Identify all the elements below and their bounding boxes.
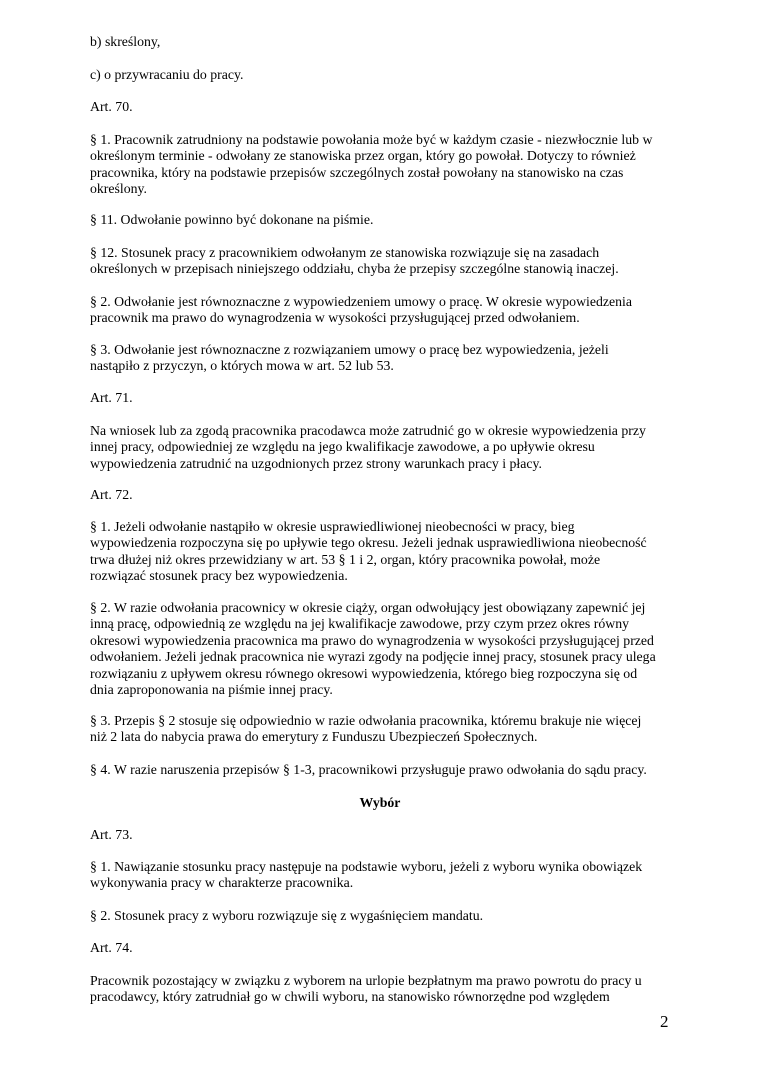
- art73-par2: [90, 908, 680, 924]
- text-line: rozwiązać stosunek pracy bez wypowiedzenia.: [90, 568, 348, 584]
- text-line: § 2. Stosunek pracy z wyboru rozwiązuje się z wygaśnięciem mandatu.: [90, 908, 484, 923]
- art72-par1: [90, 519, 680, 585]
- text-line: określonym terminie - odwołany ze stanowiska przez organ, który go powołał. Dotyczy to również: [90, 148, 636, 164]
- art73-par1: [90, 859, 680, 892]
- article-74-heading: [90, 940, 680, 956]
- article-70-heading: [90, 99, 680, 115]
- text-line: § 1. Nawiązanie stosunku pracy następuje na podstawie wyboru, jeżeli z wyboru wynika obowiązek: [90, 859, 643, 874]
- text-line: pracownika, który na podstawie przepisów szczególnych został powołany na stanowisko na czas: [90, 164, 624, 180]
- text-line: § 1. Pracownik zatrudniony na podstawie powołania może być w każdym czasie - niezwłocznie lub w: [90, 132, 653, 147]
- article-72-heading: [90, 487, 680, 503]
- art70-par3: [90, 342, 680, 375]
- text-line: określony.: [90, 181, 147, 197]
- article-73-heading: [90, 827, 680, 843]
- text-line: Art. 72.: [90, 487, 133, 502]
- text-line: § 1. Jeżeli odwołanie nastąpiło w okresie usprawiedliwionej nieobecności w pracy, bieg: [90, 519, 575, 534]
- text-line: b) skreślony,: [90, 34, 161, 49]
- art70-par2: [90, 294, 680, 327]
- text-line: określonych w przepisach niniejszego oddziału, chyba że przepisy szczególne stanowią inaczej.: [90, 261, 619, 277]
- text-line: pracownik ma prawo do wynagrodzenia w wysokości przysługującej przed odwołaniem.: [90, 310, 580, 326]
- text-line: rozwiązaniu z upływem okresu równego okresowi wypowiedzenia, którego bieg rozpoczyna się od: [90, 665, 638, 681]
- art72-par3: [90, 713, 680, 746]
- art70-par1: [90, 132, 680, 198]
- art72-par4: [90, 762, 680, 778]
- art70-par12: [90, 245, 680, 278]
- text-line: Art. 73.: [90, 827, 133, 842]
- text-line: Art. 74.: [90, 940, 133, 955]
- text-line: § 4. W razie naruszenia przepisów § 1-3, pracownikowi przysługuje prawo odwołania do sądu pracy.: [90, 762, 647, 777]
- text-line: § 11. Odwołanie powinno być dokonane na piśmie.: [90, 212, 374, 227]
- article-71-heading: [90, 390, 680, 406]
- text-line: wykonywania pracy w charakterze pracownika.: [90, 875, 354, 891]
- text-line: pracodawcy, który zatrudniał go w chwili wyboru, na stanowisko równorzędne pod względem: [90, 989, 610, 1005]
- text-line: § 2. W razie odwołania pracownicy w okresie ciąży, organ odwołujący jest obowiązany zapewnić jej: [90, 600, 646, 615]
- text-line: nastąpiło z przyczyn, o których mowa w art. 52 lub 53.: [90, 358, 394, 374]
- text-line: § 3. Przepis § 2 stosuje się odpowiednio w razie odwołania pracownika, któremu brakuje nie więcej: [90, 713, 642, 728]
- text-line: c) o przywracaniu do pracy.: [90, 67, 244, 82]
- text-line: wypowiedzenia rozpoczyna się po upływie tego okresu. Jeżeli jednak usprawiedliwiona nieobecność: [90, 535, 647, 551]
- art72-par2: [90, 600, 680, 698]
- text-line: Pracownik pozostający w związku z wyborem na urlopie bezpłatnym ma prawo powrotu do pracy u: [90, 973, 642, 988]
- text-line: dnia zaproponowania na piśmie innej pracy.: [90, 682, 333, 698]
- text-line: inną pracę, odpowiednią ze względu na jej kwalifikacje zawodowe, przy czym przez okres równy: [90, 616, 629, 632]
- text-line: odwołaniem. Jeżeli jednak pracownica nie wyrazi zgody na podjęcie innej pracy, stosunek pracy ulega: [90, 649, 656, 665]
- paragraph-c: [90, 67, 680, 83]
- text-line: § 12. Stosunek pracy z pracownikiem odwołanym ze stanowiska rozwiązuje się na zasadach: [90, 245, 600, 260]
- text-line: § 2. Odwołanie jest równoznaczne z wypowiedzeniem umowy o pracę. W okresie wypowiedzenia: [90, 294, 632, 309]
- section-heading: Wybór: [359, 795, 401, 810]
- text-line: Na wniosek lub za zgodą pracownika pracodawca może zatrudnić go w okresie wypowiedzenia przy: [90, 423, 646, 438]
- paragraph-b: [90, 34, 680, 50]
- text-line: trwa dłużej niż okres przewidziany w art. 53 § 1 i 2, organ, który pracownika powołał, może: [90, 551, 601, 567]
- art74-text: [90, 973, 680, 1006]
- art71-text: [90, 423, 680, 472]
- text-line: innej pracy, odpowiedniej ze względu na jego kwalifikacje zawodowe, a po upływie okresu: [90, 439, 595, 455]
- text-line: niż 2 lata do nabycia prawa do emerytury z Funduszu Ubezpieczeń Społecznych.: [90, 729, 538, 745]
- page-number: 2: [660, 1012, 669, 1031]
- text-line: Art. 70.: [90, 99, 133, 114]
- text-line: wypowiedzenia zatrudnić na uzgodnionych przez strony warunkach pracy i płacy.: [90, 455, 542, 471]
- text-line: § 3. Odwołanie jest równoznaczne z rozwiązaniem umowy o pracę bez wypowiedzenia, jeżeli: [90, 342, 609, 357]
- text-line: Art. 71.: [90, 390, 133, 405]
- text-line: okresowi wypowiedzenia pracownica ma prawo do wynagrodzenia w wysokości przysługującej przed: [90, 632, 654, 648]
- art70-par11: [90, 212, 680, 228]
